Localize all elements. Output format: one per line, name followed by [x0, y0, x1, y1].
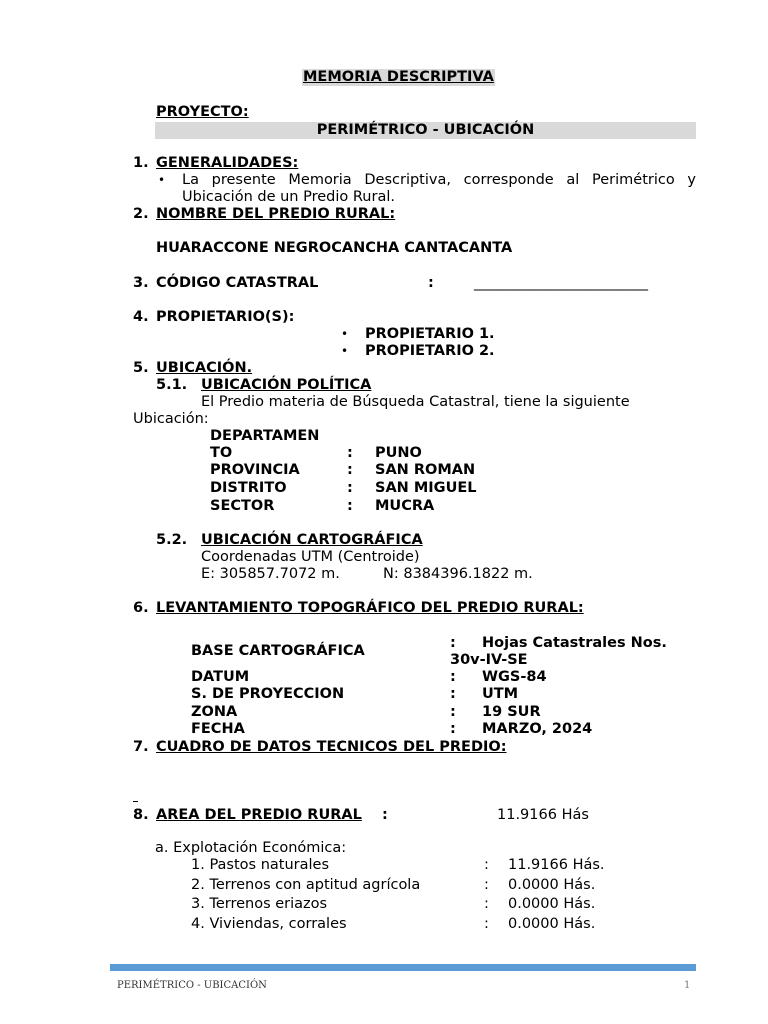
owner-item: PROPIETARIO 2.: [365, 343, 495, 359]
section-1-heading: GENERALIDADES:: [156, 155, 299, 171]
topo-row-sep: :: [450, 704, 456, 720]
ubicacion-row-label: PROVINCIA: [210, 462, 300, 478]
section-5-number: 5.: [133, 360, 149, 376]
codigo-separator: :: [428, 275, 434, 291]
section-1-number: 1.: [133, 155, 149, 171]
ubicacion-row-label: DISTRITO: [210, 480, 287, 496]
explotacion-item-sep: :: [484, 916, 489, 932]
ubicacion-text-line1: El Predio materia de Búsqueda Catastral, tiene la siguiente: [201, 394, 630, 410]
explotacion-item-sep: :: [484, 877, 489, 893]
topo-row-label: ZONA: [191, 704, 238, 720]
ubicacion-row-sep: :: [347, 462, 353, 478]
proyecto-label: PROYECTO:: [156, 104, 249, 120]
section-4-number: 4.: [133, 309, 149, 325]
section-6-heading: LEVANTAMIENTO TOPOGRÁFICO DEL PREDIO RURAL:: [156, 600, 584, 616]
section-6-number: 6.: [133, 600, 149, 616]
owner-item: PROPIETARIO 1.: [365, 326, 495, 342]
footer-title: PERIMÉTRICO - UBICACIÓN: [117, 980, 267, 991]
topo-row-value-cont: 30v-IV-SE: [450, 652, 528, 668]
bullet-icon: •: [341, 344, 349, 358]
section-4-heading: PROPIETARIO(S):: [156, 309, 295, 325]
document-title: MEMORIA DESCRIPTIVA: [303, 69, 494, 85]
footer-rule: [110, 964, 696, 971]
section-5-2-heading: UBICACIÓN CARTOGRÁFICA: [201, 532, 423, 548]
topo-row-value: MARZO, 2024: [482, 721, 593, 737]
section-7-heading: CUADRO DE DATOS TECNICOS DEL PREDIO:: [156, 739, 507, 755]
topo-row-sep: :: [450, 686, 456, 702]
predio-name: HUARACCONE NEGROCANCHA CANTACANTA: [156, 240, 513, 256]
ubicacion-row-sep: :: [347, 498, 353, 514]
topo-row-value: 19 SUR: [482, 704, 541, 720]
explotacion-item-label: 3. Terrenos eriazos: [191, 896, 328, 912]
generalidades-text-line2: Ubicación de un Predio Rural.: [182, 189, 395, 205]
section-5-1-heading: UBICACIÓN POLÍTICA: [201, 377, 372, 393]
coordenadas-title: Coordenadas UTM (Centroide): [201, 549, 420, 565]
ubicacion-row-label: TO: [210, 445, 233, 461]
topo-row-label: FECHA: [191, 721, 245, 737]
ubicacion-row-value: PUNO: [375, 445, 422, 461]
topo-row-label: DATUM: [191, 669, 250, 685]
topo-row-label: BASE CARTOGRÁFICA: [191, 643, 365, 659]
explotacion-item-value: 0.0000 Hás.: [508, 877, 596, 893]
explotacion-item-sep: :: [484, 857, 489, 873]
stray-underline-mark: [133, 801, 138, 802]
explotacion-item-label: 4. Viviendas, corrales: [191, 916, 347, 932]
section-7-number: 7.: [133, 739, 149, 755]
ubicacion-row-value: SAN MIGUEL: [375, 480, 477, 496]
bullet-icon: •: [158, 173, 166, 187]
coordenada-este: E: 305857.7072 m.: [201, 566, 340, 582]
page-number: 1: [684, 980, 691, 991]
ubicacion-row-value: MUCRA: [375, 498, 435, 514]
explotacion-item-sep: :: [484, 896, 489, 912]
area-value: 11.9166 Hás: [497, 807, 589, 823]
explotacion-item-value: 0.0000 Hás.: [508, 896, 596, 912]
explotacion-item-label: 2. Terrenos con aptitud agrícola: [191, 877, 421, 893]
explotacion-item-label: 1. Pastos naturales: [191, 857, 329, 873]
explotacion-item-value: 11.9166 Hás.: [508, 857, 605, 873]
ubicacion-text-line2: Ubicación:: [133, 411, 209, 427]
explotacion-heading: a. Explotación Económica:: [155, 840, 347, 856]
area-separator: :: [382, 807, 388, 823]
topo-row-value: Hojas Catastrales Nos.: [482, 635, 667, 651]
ubicacion-row-sep: :: [347, 445, 353, 461]
topo-row-value: WGS-84: [482, 669, 547, 685]
topo-row-value: UTM: [482, 686, 519, 702]
codigo-catastral-blank: ________________________: [474, 275, 648, 291]
proyecto-name: PERIMÉTRICO - UBICACIÓN: [316, 122, 535, 138]
ubicacion-row-sep: :: [347, 480, 353, 496]
proyecto-name-bar: [155, 122, 696, 139]
ubicacion-row-label: SECTOR: [210, 498, 275, 514]
bullet-icon: •: [341, 327, 349, 341]
section-2-heading: NOMBRE DEL PREDIO RURAL:: [156, 206, 396, 222]
coordenada-norte: N: 8384396.1822 m.: [383, 566, 533, 582]
ubicacion-row-value: SAN ROMAN: [375, 462, 476, 478]
explotacion-item-value: 0.0000 Hás.: [508, 916, 596, 932]
section-2-number: 2.: [133, 206, 149, 222]
topo-row-label: S. DE PROYECCION: [191, 686, 345, 702]
section-8-number: 8.: [133, 807, 149, 823]
ubicacion-row-label: DEPARTAMEN: [210, 428, 320, 444]
section-3-heading: CÓDIGO CATASTRAL: [156, 275, 319, 291]
section-5-1-number: 5.1.: [156, 377, 188, 393]
section-5-heading: UBICACIÓN.: [156, 360, 253, 376]
section-5-2-number: 5.2.: [156, 532, 188, 548]
section-3-number: 3.: [133, 275, 149, 291]
topo-row-sep: :: [450, 635, 456, 651]
topo-row-sep: :: [450, 669, 456, 685]
section-8-heading: AREA DEL PREDIO RURAL: [156, 807, 362, 823]
topo-row-sep: :: [450, 721, 456, 737]
generalidades-text-line1: La presente Memoria Descriptiva, corresponde al Perimétrico y: [182, 172, 696, 188]
